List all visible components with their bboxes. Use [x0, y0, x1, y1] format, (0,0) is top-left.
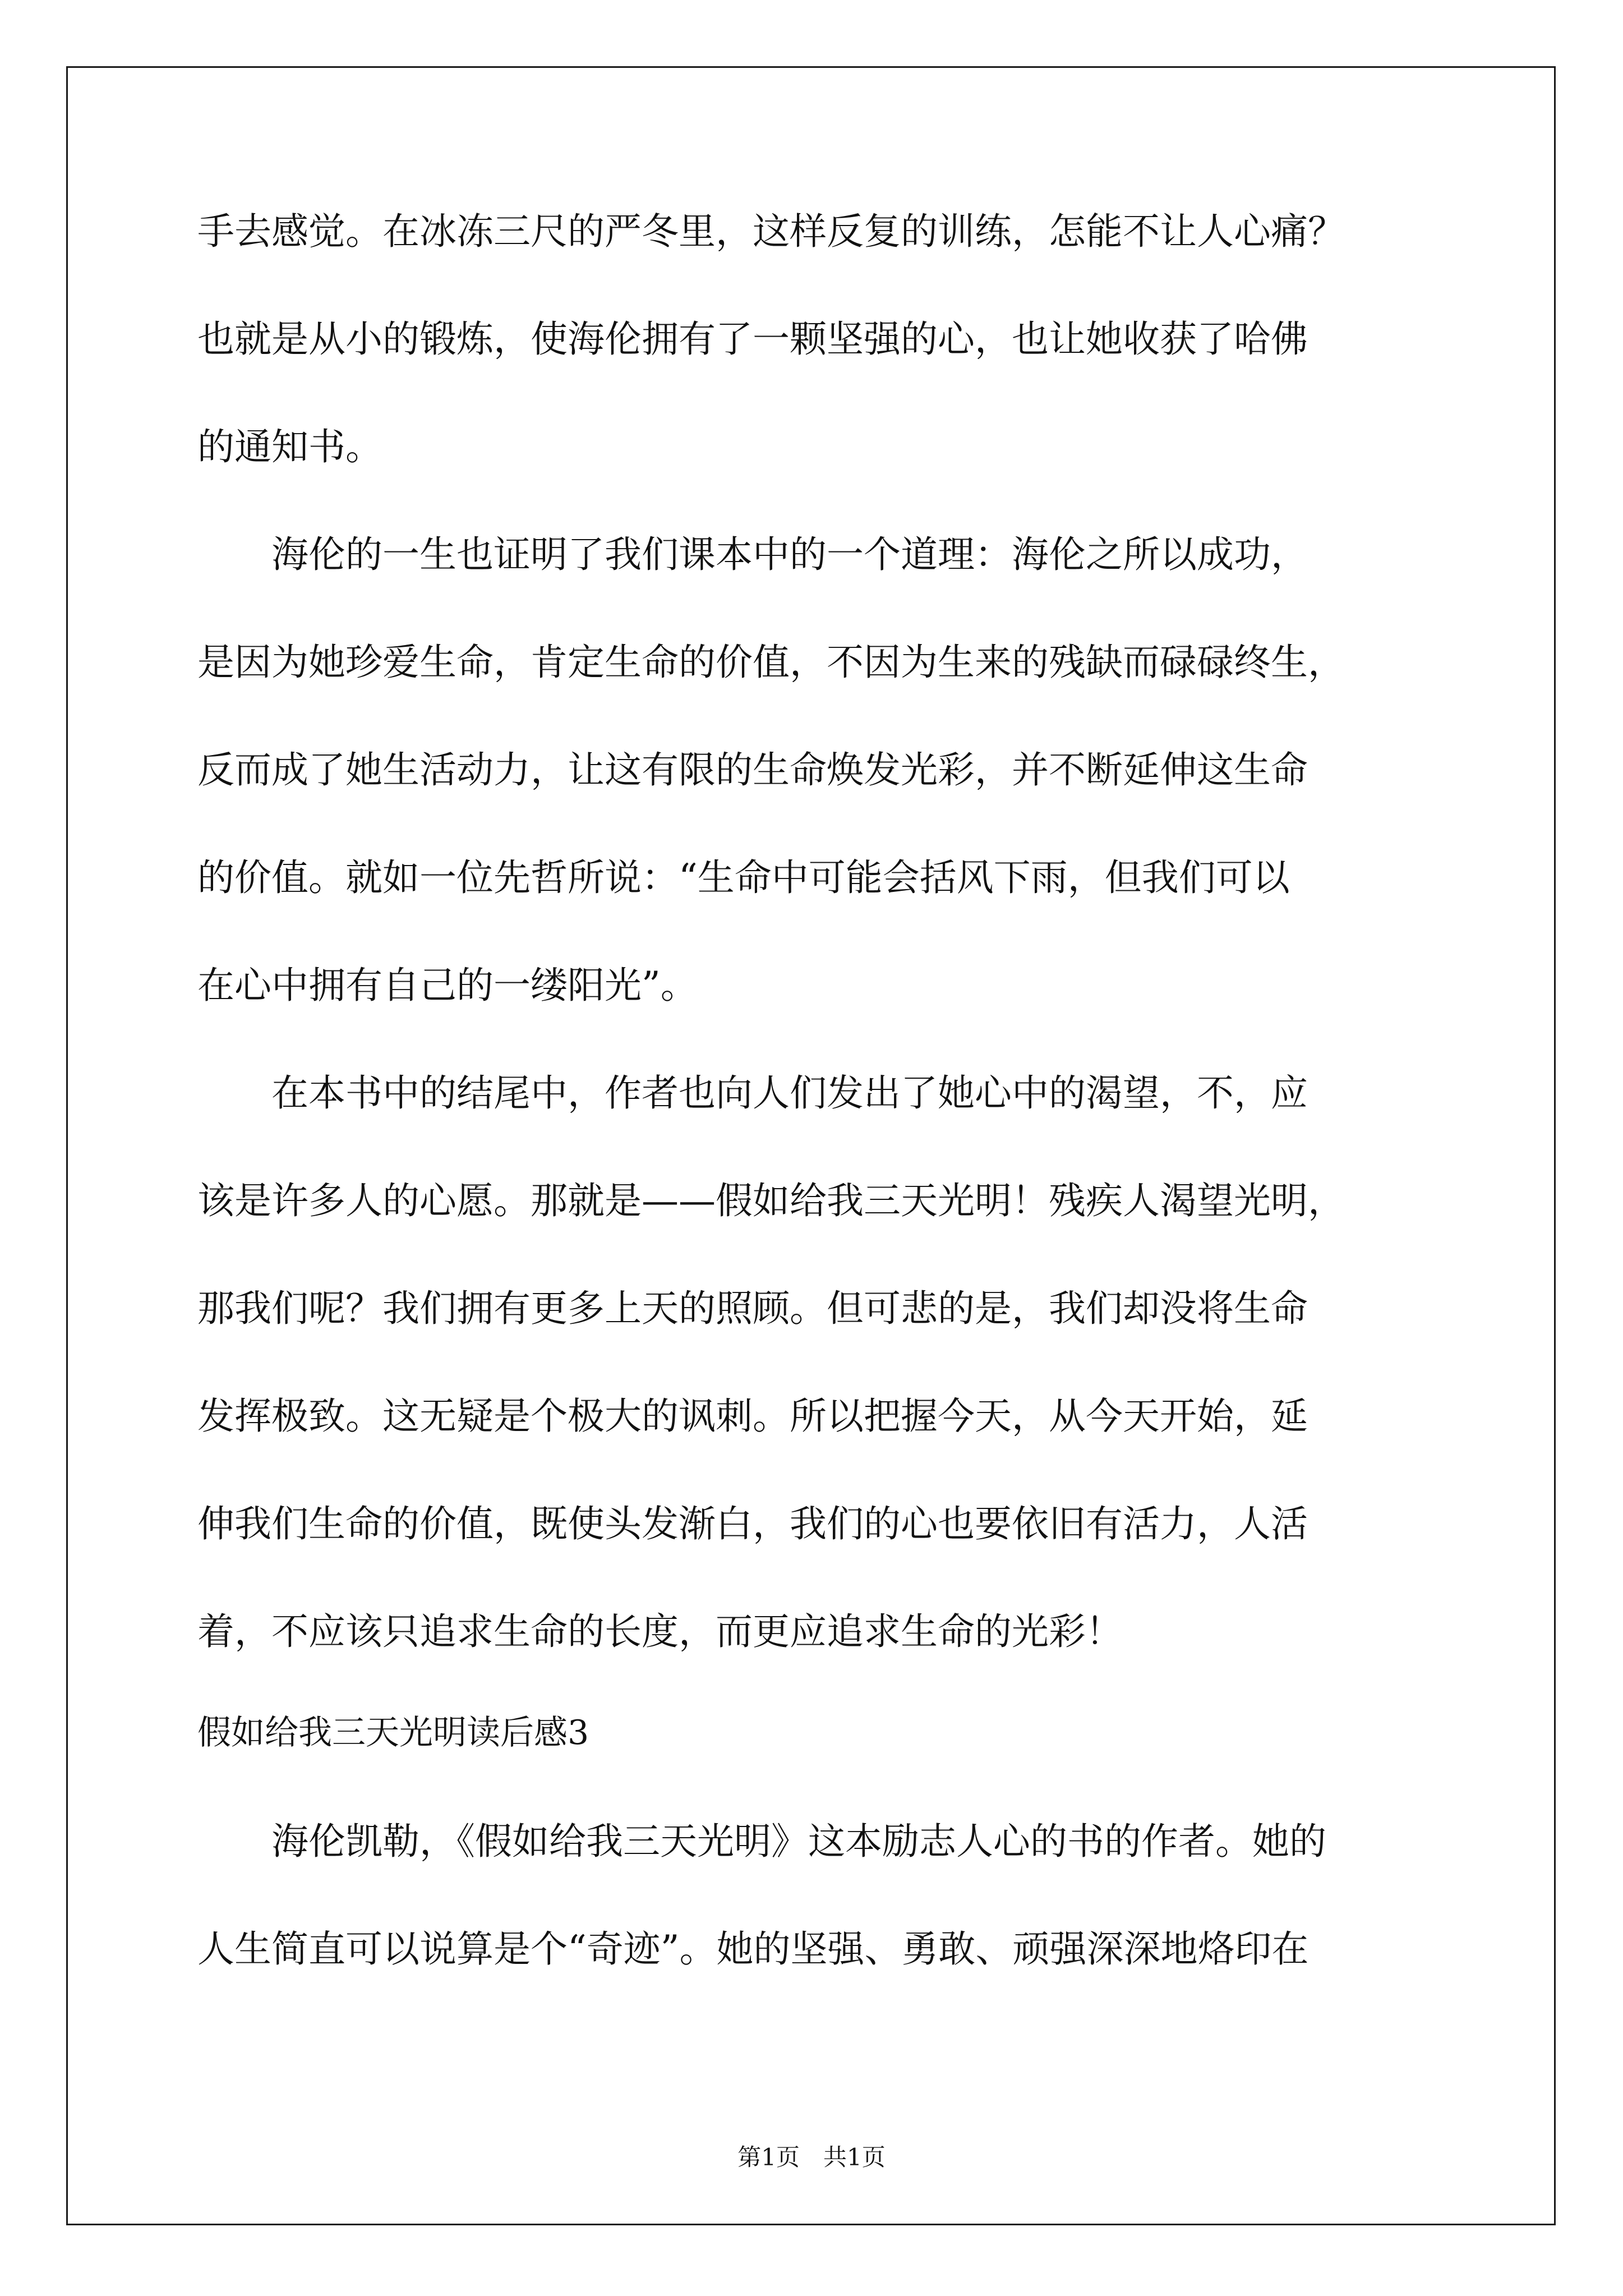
- text-line: 人生简直可以说算是个“奇迹”。她的坚强、勇敢、顽强深深地烙印在: [197, 1927, 1309, 1971]
- text-line: 该是许多人的心愿。那就是——假如给我三天光明！残疾人渴望光明，: [197, 1179, 1345, 1222]
- text-line: 是因为她珍爱生命，肯定生命的价值，不因为生来的残缺而碌碌终生，: [197, 641, 1345, 684]
- page-border: [66, 66, 1556, 2225]
- text-line: 的价值。就如一位先哲所说：“生命中可能会括风下雨，但我们可以: [197, 856, 1290, 899]
- section-heading: 假如给我三天光明读后感3: [197, 1713, 589, 1752]
- paragraph-start-line: 在本书中的结尾中，作者也向人们发出了她心中的渴望，不，应: [197, 1071, 1308, 1115]
- text-line: 那我们呢？我们拥有更多上天的照顾。但可悲的是，我们却没将生命: [197, 1287, 1308, 1330]
- page-number-footer: 第1页 共1页: [737, 2143, 886, 2171]
- text-line: 着，不应该只追求生命的长度，而更应追求生命的光彩！: [197, 1610, 1123, 1653]
- text-line: 在心中拥有自己的一缕阳光”。: [197, 964, 698, 1007]
- text-line: 反而成了她生活动力，让这有限的生命焕发光彩，并不断延伸这生命: [197, 748, 1308, 792]
- text-line: 也就是从小的锻炼，使海伦拥有了一颗坚强的心，也让她收获了哈佛: [197, 318, 1308, 361]
- text-line: 的通知书。: [197, 425, 382, 468]
- paragraph-start-line: 海伦凯勒，《假如给我三天光明》这本励志人心的书的作者。她的: [197, 1820, 1326, 1863]
- text-line: 伸我们生命的价值，既使头发渐白，我们的心也要依旧有活力，人活: [197, 1502, 1308, 1545]
- paragraph-start-line: 海伦的一生也证明了我们课本中的一个道理：海伦之所以成功，: [197, 533, 1308, 576]
- text-line: 发挥极致。这无疑是个极大的讽刺。所以把握今天，从今天开始，延: [197, 1395, 1308, 1438]
- text-line: 手去感觉。在冰冻三尺的严冬里，这样反复的训练，怎能不让人心痛？: [197, 210, 1345, 253]
